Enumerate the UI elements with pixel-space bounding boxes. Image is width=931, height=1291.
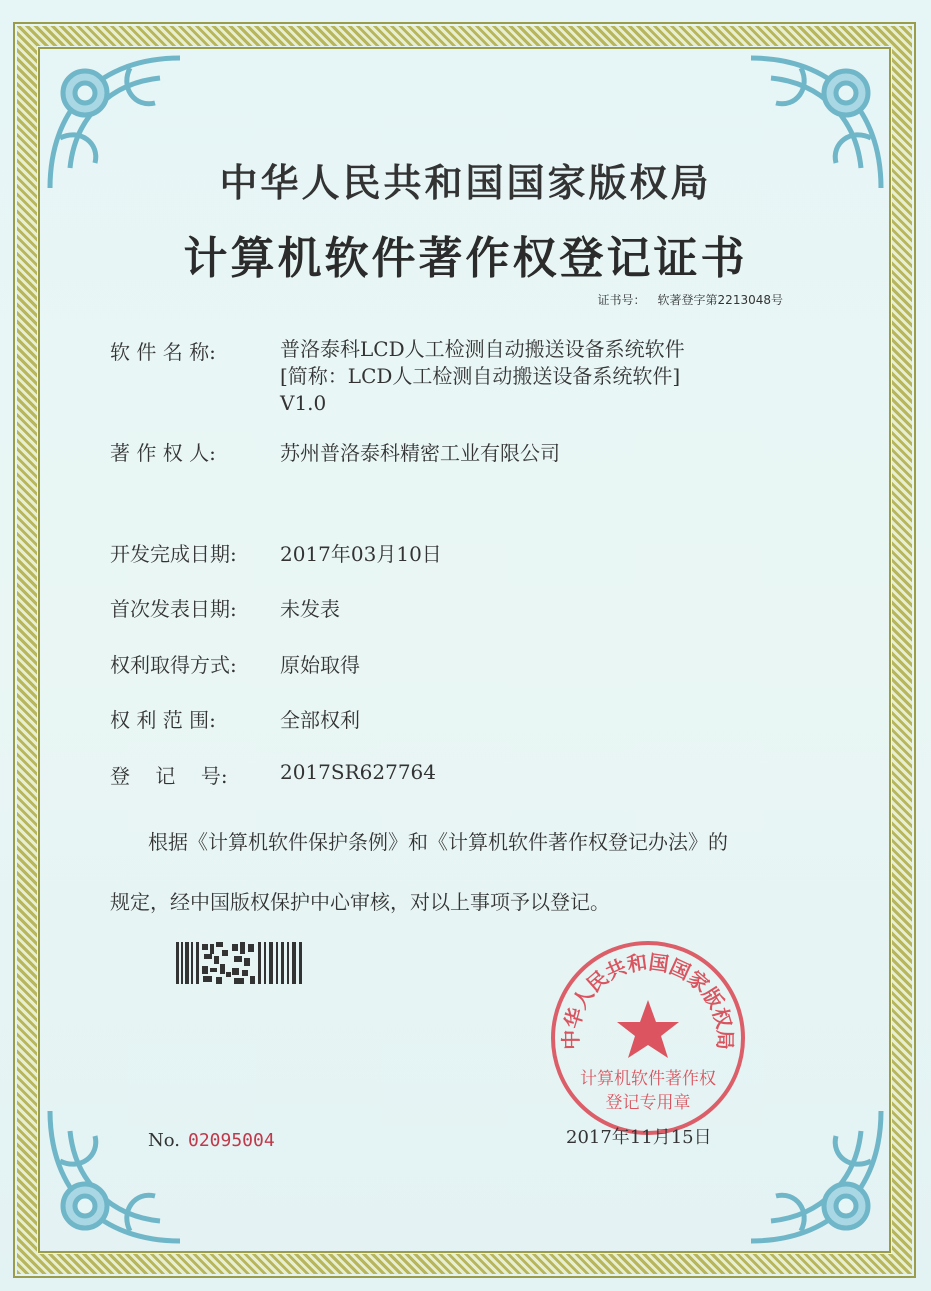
owner-label: 著 作 权 人: — [110, 441, 216, 465]
first-publish-value: 未发表 — [280, 597, 340, 621]
issuer-title: 中华人民共和国国家版权局 — [219, 160, 712, 205]
registration-number-label: 登 记 号: — [110, 764, 228, 788]
serial-number — [148, 1130, 275, 1151]
seal-center-line1: 计算机软件著作权 — [580, 1069, 716, 1089]
corner-ornament-bottom-left — [40, 1101, 190, 1251]
certificate-number — [586, 291, 783, 308]
barcode — [176, 942, 306, 984]
completion-date-label: 开发完成日期: — [110, 542, 237, 566]
first-publish-label: 首次发表日期: — [110, 597, 237, 621]
statement-line1: 根据《计算机软件保护条例》和《计算机软件著作权登记办法》的 — [148, 830, 728, 854]
software-name-label: 软 件 名 称: — [110, 340, 216, 364]
statement-line2: 规定，经中国版权保护中心审核，对以上事项予以登记。 — [110, 890, 610, 914]
seal-center-line2: 登记专用章 — [605, 1093, 691, 1113]
scope-label: 权 利 范 围: — [110, 708, 216, 732]
owner-row — [110, 437, 560, 466]
seal-arc-text: 中华人民共和国国家版权局 — [558, 949, 738, 1050]
completion-date-value: 2017年03月10日 — [280, 542, 442, 566]
scope-row — [110, 704, 360, 733]
acquire-method-value: 原始取得 — [280, 653, 360, 677]
cert-no-label: 证书号： — [597, 293, 646, 307]
completion-date-row — [110, 538, 442, 567]
software-name-value — [280, 336, 685, 417]
registration-number-row — [110, 760, 437, 789]
first-publish-row — [110, 593, 340, 622]
serial-label: No. — [148, 1130, 180, 1151]
registration-statement — [110, 812, 830, 932]
corner-ornament-bottom-right — [741, 1101, 891, 1251]
seal-star-icon — [617, 1000, 679, 1058]
registration-number-value: 2017SR627764 — [280, 760, 437, 784]
cert-no-value: 软著登字第2213048号 — [657, 293, 783, 307]
scope-value: 全部权利 — [280, 708, 360, 732]
acquire-method-label: 权利取得方式: — [110, 653, 237, 677]
software-version: V1.0 — [280, 391, 327, 415]
certificate-title: 计算机软件著作权登记证书 — [183, 233, 748, 284]
serial-value: 02095004 — [188, 1130, 275, 1151]
software-name-line1: 普洛泰科LCD人工检测自动搬送设备系统软件 — [280, 337, 685, 361]
official-seal — [548, 938, 748, 1138]
issue-date: 2017年11月15日 — [566, 1127, 712, 1148]
acquire-method-row — [110, 649, 360, 678]
software-name-row — [110, 336, 685, 415]
owner-value: 苏州普洛泰科精密工业有限公司 — [280, 441, 560, 465]
software-name-line2: [简称：LCD人工检测自动搬送设备系统软件] — [280, 364, 681, 388]
